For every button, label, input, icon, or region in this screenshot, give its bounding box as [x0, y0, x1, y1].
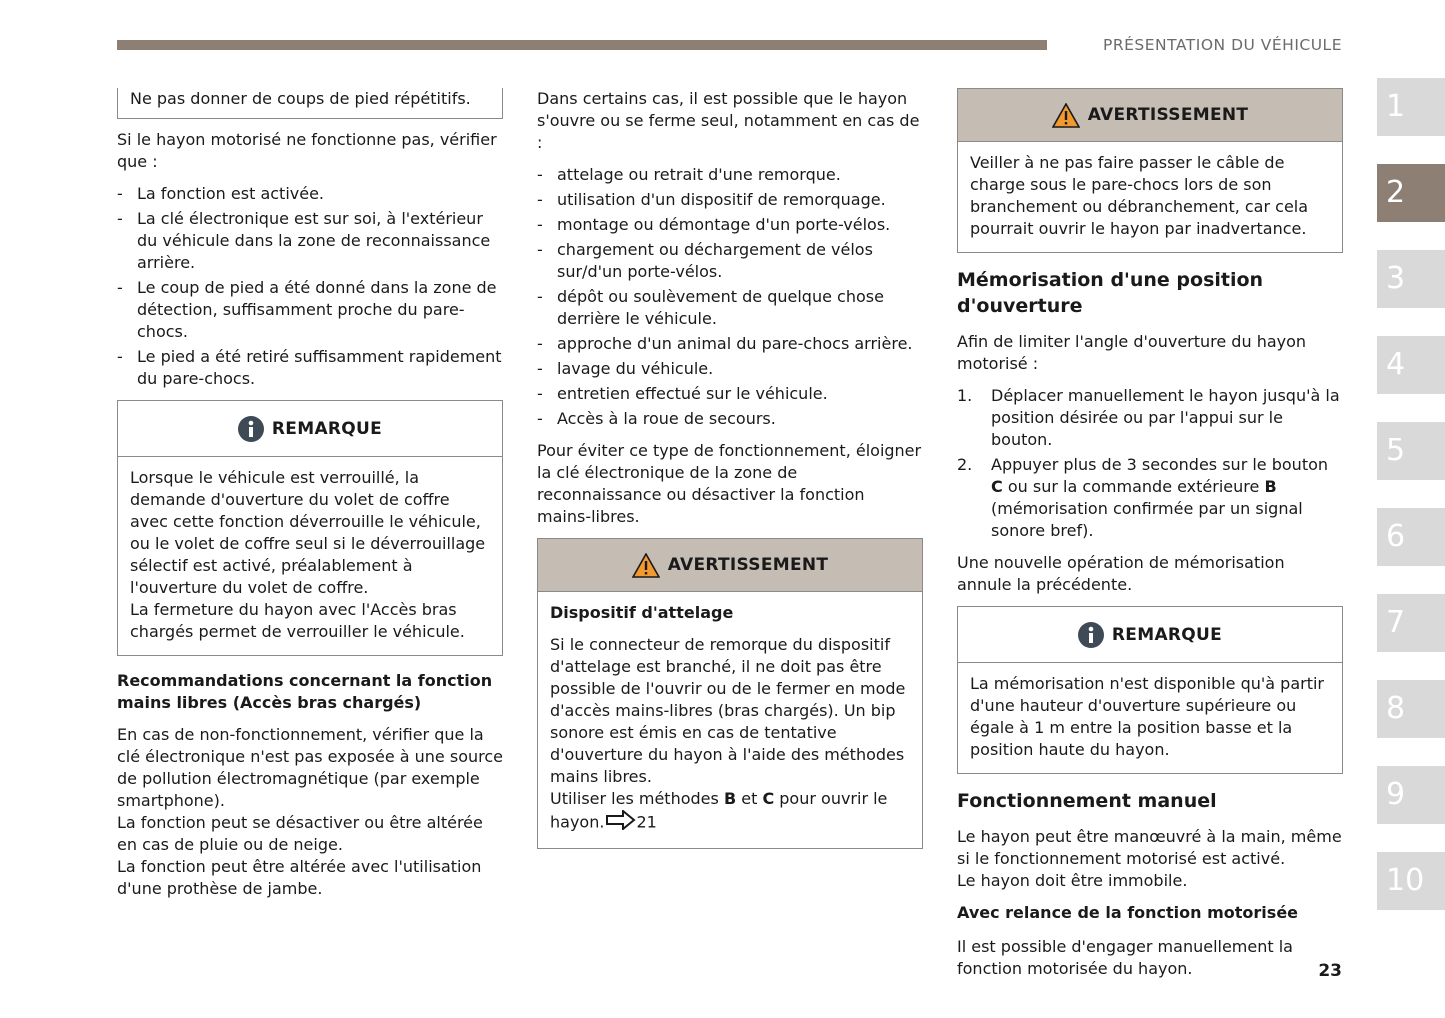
- column-3: [957, 88, 1343, 990]
- page-number: 23: [1318, 961, 1342, 981]
- cases-intro: Dans certains cas, il est possible que le hayon s'ouvre ou se ferme seul, notamment en cas de :: [537, 89, 920, 152]
- list-item: 1. Déplacer manuellement le hayon jusqu'à la position désirée ou par l'appui sur le bouton.: [957, 386, 1340, 449]
- chapter-tab-10[interactable]: 10: [1377, 852, 1445, 910]
- warning-text: Si le connecteur de remorque du dispositif d'attelage est branché, il ne doit pas être possible de l'ouvrir ou de le fermer en mode d'accès mains-libres (bras chargés). Un bip sonore est émis en cas de tentative d'ouverture du hayon à l'aide des méthodes mains libres.: [550, 635, 906, 786]
- list-item: - lavage du véhicule.: [537, 358, 923, 380]
- cases-list: [537, 164, 923, 430]
- note-paragraph: La fermeture du hayon avec l'Accès bras chargés permet de verrouiller le véhicule.: [130, 600, 465, 641]
- chapter-tab-5[interactable]: 5: [1377, 422, 1445, 480]
- check-intro: Si le hayon motorisé ne fonctionne pas, vérifier que :: [117, 130, 497, 171]
- warning-box: [957, 88, 1343, 253]
- note-title: REMARQUE: [1111, 624, 1223, 645]
- continued-box-text: Ne pas donner de coups de pied répétitifs.: [130, 89, 471, 108]
- chapter-tab-2[interactable]: 2: [1377, 164, 1445, 222]
- column-1: [117, 88, 503, 900]
- note-title: REMARQUE: [271, 418, 383, 439]
- page-ref-arrow-icon: [606, 810, 636, 836]
- list-item: - Le coup de pied a été donné dans la zone de détection, suffisamment proche du pare-chocs.: [117, 277, 503, 343]
- list-item: - dépôt ou soulèvement de quelque chose derrière le véhicule.: [537, 286, 923, 330]
- warning-box: [537, 538, 923, 849]
- reco-line: La fonction peut se désactiver ou être altérée en cas de pluie ou de neige.: [117, 813, 483, 854]
- note-body: [118, 457, 502, 655]
- list-item: - Accès à la roue de secours.: [537, 408, 923, 430]
- warning-use-line: Utiliser les méthodes B et C pour ouvrir le hayon. 21: [550, 788, 910, 836]
- list-item: - La clé électronique est sur soi, à l'extérieur du véhicule dans la zone de reconnaissance arrière.: [117, 208, 503, 274]
- page-ref[interactable]: 21: [636, 812, 657, 832]
- manual-heading: Fonctionnement manuel: [957, 790, 1217, 812]
- chapter-tab-6[interactable]: 6: [1377, 508, 1445, 566]
- note-box: [117, 400, 503, 656]
- memo-note: Une nouvelle opération de mémorisation annule la précédente.: [957, 553, 1285, 594]
- list-item: - montage ou démontage d'un porte-vélos.: [537, 214, 923, 236]
- warning-title: AVERTISSEMENT: [667, 555, 829, 575]
- relaunch-heading: Avec relance de la fonction motorisée: [957, 903, 1299, 922]
- list-item: - attelage ou retrait d'une remorque.: [537, 164, 923, 186]
- note-box: [957, 606, 1343, 774]
- reco-line: En cas de non-fonctionnement, vérifier que la clé électronique n'est pas exposée à une source de pollution électromagnétique (par exemple smartphone).: [117, 725, 503, 810]
- chapter-tab-4[interactable]: 4: [1377, 336, 1445, 394]
- chapter-tab-8[interactable]: 8: [1377, 680, 1445, 738]
- warning-triangle-icon: [632, 553, 660, 578]
- info-icon: [238, 416, 264, 442]
- warning-triangle-icon: [1052, 103, 1080, 128]
- info-icon: [1078, 622, 1104, 648]
- list-item: - entretien effectué sur le véhicule.: [537, 383, 923, 405]
- chapter-tab-1[interactable]: 1: [1377, 78, 1445, 136]
- column-2: [537, 88, 923, 863]
- note-header: [958, 607, 1342, 663]
- warning-header: [538, 539, 922, 592]
- memo-intro: Afin de limiter l'angle d'ouverture du hayon motorisé :: [957, 332, 1307, 373]
- warning-title: AVERTISSEMENT: [1087, 105, 1249, 125]
- memo-heading: Mémorisation d'une position d'ouverture: [957, 269, 1264, 317]
- chapter-tab-9[interactable]: 9: [1377, 766, 1445, 824]
- chapter-tab-7[interactable]: 7: [1377, 594, 1445, 652]
- reco-title: Recommandations concernant la fonction mains libres (Accès bras chargés): [117, 671, 493, 712]
- note-paragraph: Lorsque le véhicule est verrouillé, la demande d'ouverture du volet de coffre avec cette fonction déverrouille le véhicule, ou le volet de coffre seul si le déverrouillage sélectif est activé, préalablement à l'ouverture du volet de coffre.: [130, 468, 486, 597]
- continued-box: [117, 88, 503, 119]
- list-item: 2. Appuyer plus de 3 secondes sur le bouton C ou sur la commande extérieure B (mémorisation confirmée par un signal sonore bref).: [957, 455, 1329, 540]
- manual-line: Le hayon doit être immobile.: [957, 871, 1188, 890]
- check-list: [117, 183, 503, 390]
- note-body: La mémorisation n'est disponible qu'à partir d'une hauteur d'ouverture supérieure ou égale à 1 m entre la position basse et la position haute du hayon.: [970, 674, 1325, 759]
- reco-line: La fonction peut être altérée avec l'utilisation d'une prothèse de jambe.: [117, 857, 482, 898]
- warning-subtitle: Dispositif d'attelage: [550, 603, 734, 622]
- manual-line: Le hayon peut être manœuvré à la main, même si le fonctionnement motorisé est activé.: [957, 827, 1342, 868]
- note-header: [118, 401, 502, 457]
- section-title: PRÉSENTATION DU VÉHICULE: [1103, 36, 1342, 54]
- list-item: - utilisation d'un dispositif de remorquage.: [537, 189, 923, 211]
- warning-body: Veiller à ne pas faire passer le câble de charge sous le pare-chocs lors de son branchement ou débranchement, car cela pourrait ouvrir le hayon par inadvertance.: [970, 153, 1309, 238]
- list-item: - approche d'un animal du pare-chocs arrière.: [537, 333, 923, 355]
- list-item: - chargement ou déchargement de vélos sur/d'un porte-vélos.: [537, 239, 923, 283]
- header-bar: [117, 40, 1047, 50]
- memo-steps: [957, 385, 1343, 542]
- relaunch-body: Il est possible d'engager manuellement la fonction motorisée du hayon.: [957, 937, 1293, 978]
- list-item: - La fonction est activée.: [117, 183, 503, 205]
- avoid-text: Pour éviter ce type de fonctionnement, éloigner la clé électronique de la zone de reconnaissance ou désactiver la fonction mains-libres.: [537, 441, 922, 526]
- list-item: - Le pied a été retiré suffisamment rapidement du pare-chocs.: [117, 346, 503, 390]
- warning-body: [538, 592, 922, 848]
- chapter-tab-3[interactable]: 3: [1377, 250, 1445, 308]
- warning-header: [958, 89, 1342, 142]
